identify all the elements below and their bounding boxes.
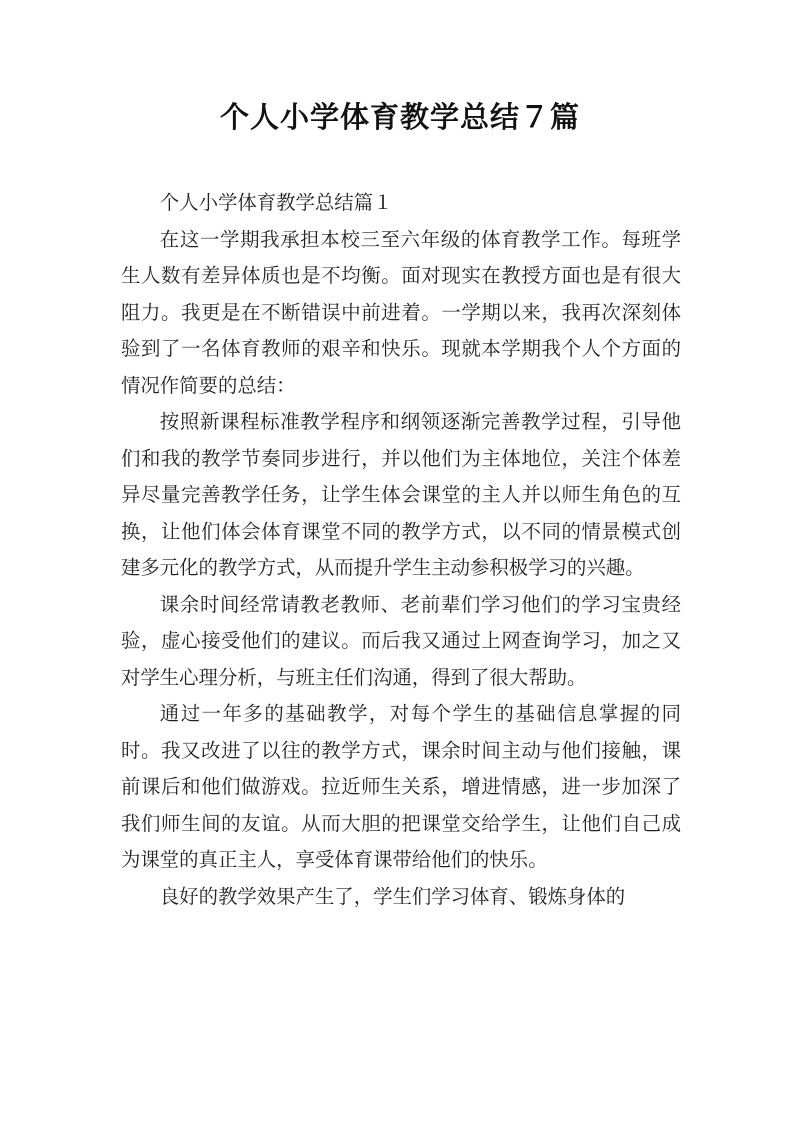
- section-heading: 个人小学体育教学总结篇１: [159, 191, 393, 214]
- document-body: [121, 185, 681, 915]
- document-title: 个人小学体育教学总结７篇: [219, 100, 580, 134]
- paragraph: 课余时间经常请教老教师、老前辈们学习他们的学习宝贵经验，虚心接受他们的建议。而后我又通过上网查询学习，加之又对学生心理分析，与班主任们沟通，得到了很大帮助。: [121, 592, 681, 689]
- paragraph: 良好的教学效果产生了，学生们学习体育、锻炼身体的: [159, 884, 626, 908]
- paragraph: 通过一年多的基础教学，对每个学生的基础信息掌握的同时。我又改进了以往的教学方式，课余时间主动与他们接触，课前课后和他们做游戏。拉近师生关系，增进情感，进一步加深了我们师生间的友谊。从而大胆的把课堂交给学生，让他们自己成为课堂的真正主人，享受体育课带给他们的快乐。: [121, 702, 681, 871]
- paragraph: 按照新课程标准教学程序和纲领逐渐完善教学过程，引导他们和我的教学节奏同步进行，并以他们为主体地位，关注个体差异尽量完善教学任务，让学生体会课堂的主人并以师生角色的互换，让他们体会体育课堂不同的教学方式，以不同的情景模式创建多元化的教学方式，从而提升学生主动参积极学习的兴趣。: [121, 410, 681, 579]
- paragraph: 在这一学期我承担本校三至六年级的体育教学工作。每班学生人数有差异体质也是不均衡。面对现实在教授方面也是有很大阻力。我更是在不断错误中前进着。一学期以来，我再次深刻体验到了一名体育教师的艰辛和快乐。现就本学期我个人个方面的情况作简要的总结：: [121, 227, 681, 397]
